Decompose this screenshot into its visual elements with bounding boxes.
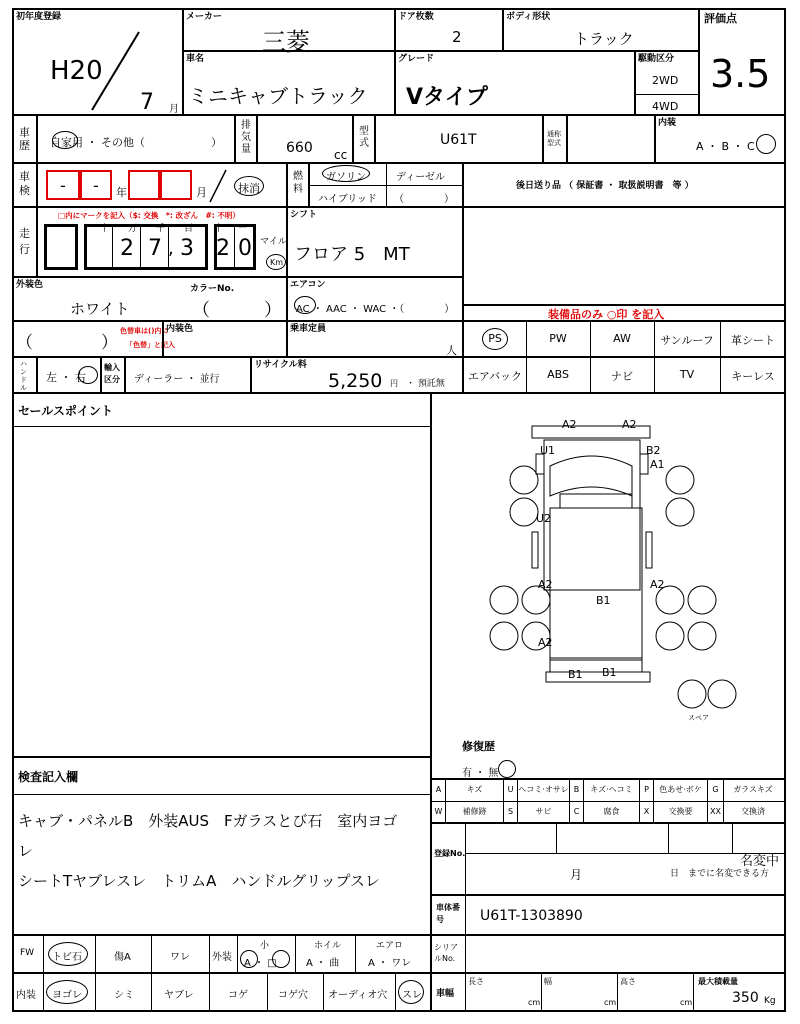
interior-item: オーディオ穴 <box>328 990 388 1001</box>
inspection-note-line: レ <box>18 842 34 860</box>
shift-label: シフト <box>290 210 318 220</box>
selected-mark <box>52 131 78 149</box>
legend-meaning: ガラスキズ <box>733 785 773 794</box>
mileage-label-cell <box>12 208 36 278</box>
capacity-unit: 人 <box>446 344 457 357</box>
handle-label-cell <box>12 358 36 394</box>
sales-point-cell <box>12 394 430 758</box>
chassis-cell <box>430 896 786 936</box>
interior-item: ヨゴレ <box>52 990 82 1001</box>
interior-row <box>12 974 430 1012</box>
drive-cell <box>634 50 698 116</box>
inspection-note-line: キャブ・パネルB 外装AUS Fガラスとび石 室内ヨゴ <box>18 812 398 830</box>
color-no-value: （ ） <box>192 300 282 321</box>
drive-2wd: 2WD <box>652 74 679 87</box>
inspection-label: 車検 <box>19 170 30 197</box>
model-cell <box>374 116 542 164</box>
selected-mark <box>78 366 98 384</box>
doors-value: 2 <box>452 28 462 46</box>
color-change-note: 「色替」と記入 <box>126 341 175 349</box>
selected-mark <box>46 980 88 1004</box>
capacity-cell <box>286 322 462 358</box>
drive-label: 駆動区分 <box>638 54 675 64</box>
height-label: 高さ <box>620 977 636 986</box>
exterior-size-value: A ・ □ <box>244 958 277 969</box>
damage-legend <box>430 780 786 824</box>
ac-cell <box>286 278 462 322</box>
spare-label: スペア <box>688 714 709 722</box>
displacement-cell <box>256 116 352 164</box>
interior-item: シミ <box>114 990 134 1001</box>
fw-label: FW <box>20 948 35 958</box>
drive-4wd: 4WD <box>652 100 679 113</box>
damage-label: B2 <box>646 444 661 457</box>
handle-cell <box>36 358 100 394</box>
equip-navi: ナビ <box>611 370 633 383</box>
import-value: ディーラー ・ 並行 <box>134 374 220 385</box>
selected-mark <box>48 942 88 966</box>
equip-airbag: エアバック <box>467 370 523 383</box>
length-label: 長さ <box>468 977 484 986</box>
ac-label: エアコン <box>290 280 326 290</box>
inspection-year-unit: 年 <box>116 186 127 199</box>
fuel-other: （ ） <box>394 194 454 205</box>
handle-value: 左 ・ 右 <box>46 371 86 384</box>
selected-mark <box>272 950 290 968</box>
inspection-notes-cell <box>12 758 430 936</box>
mileage-note: □内にマークを記入（$: 交換 *: 改ざん #: 不明） <box>58 211 240 220</box>
inspection-status: 抹消 <box>238 182 260 195</box>
slash-divider <box>84 30 144 112</box>
serial-label: シリアルNo. <box>434 943 458 963</box>
interior-grade-cell <box>654 116 786 164</box>
odometer-digit: 7 <box>148 236 162 261</box>
selected-mark <box>498 760 516 778</box>
maker-cell <box>182 8 394 56</box>
selected-mark <box>240 950 258 968</box>
selected-mark <box>756 134 776 154</box>
damage-label: B1 <box>596 594 611 607</box>
history-label: 車歴 <box>19 126 30 152</box>
grade-cell <box>394 50 634 116</box>
reg-month-unit: 月 <box>169 104 179 115</box>
color-change-cell <box>12 322 175 358</box>
displacement-value: 660 <box>286 140 313 156</box>
history-label-cell <box>12 116 36 164</box>
interior-item: コゲ穴 <box>278 990 308 1001</box>
fuel-label-cell <box>286 164 308 208</box>
damage-label: B1 <box>568 668 583 681</box>
interior-color-label: 内装色 <box>166 324 194 334</box>
wheel-label: ホイル <box>314 941 342 951</box>
displacement-unit: cc <box>334 148 348 162</box>
legend-code: X <box>640 802 654 823</box>
damage-label: A1 <box>650 458 665 471</box>
mile-unit: マイル <box>260 237 287 247</box>
damage-diagram-cell <box>430 394 786 780</box>
legend-meaning: 補修跡 <box>446 802 504 823</box>
interior-item: ヤブレ <box>164 990 194 1001</box>
registration-cell <box>430 824 786 896</box>
odometer-separator: , <box>168 238 174 259</box>
ac-options: AC ・ AAC ・ WAC ・（ ） <box>296 304 455 315</box>
equip-title: 装備品のみ ○印 を記入 <box>548 308 665 321</box>
history-cell <box>36 116 234 164</box>
mileage-cell <box>36 208 286 278</box>
damage-label: A2 <box>538 636 553 649</box>
model-label-cell <box>352 116 374 164</box>
inspection-label-cell <box>12 164 36 208</box>
equip-row-1 <box>462 322 786 358</box>
unit-10: 十 <box>214 224 224 234</box>
import-cell <box>124 358 250 394</box>
serial-cell <box>430 936 786 974</box>
recycle-cell <box>250 358 462 394</box>
km-unit: Km <box>270 258 284 267</box>
capacity-label: 乗車定員 <box>290 324 327 334</box>
body-value: トラック <box>574 30 634 48</box>
dimensions-cell <box>430 974 786 1012</box>
odometer-digit: 2 <box>120 236 134 261</box>
damage-label: A2 <box>650 578 665 591</box>
equip-keyless: キーレス <box>731 370 775 383</box>
legend-code: S <box>504 802 518 823</box>
exterior-color-value: ホワイト <box>70 300 130 318</box>
later-items: 後日送り品 （ 保証書 ・ 取扱説明書 等 ） <box>516 181 694 191</box>
exterior-size-label: 小 <box>260 941 270 951</box>
repair-history-value: 有 ・ 無 <box>462 768 499 779</box>
registration-no-label: 登録No. <box>434 849 466 858</box>
legend-code: G <box>708 780 724 801</box>
legend-meaning: 交換済 <box>741 807 765 816</box>
unit-1k: 千 <box>156 224 166 234</box>
mileage-label: 走行 <box>19 227 30 256</box>
exterior-color-cell <box>12 278 286 322</box>
damage-label: U1 <box>540 444 556 457</box>
width-label: 幅 <box>544 977 552 986</box>
car-name-cell <box>182 50 394 116</box>
handle-label: ハンドル <box>20 360 27 392</box>
equip-tv: TV <box>679 368 695 381</box>
max-load-value: 350 <box>732 990 759 1006</box>
interior-item: コゲ <box>228 990 248 1001</box>
damage-label: A2 <box>562 418 577 431</box>
inspection-cell: - - 年 月 抹消 <box>36 164 286 208</box>
fw-exterior-row <box>12 936 430 974</box>
interior-label: 内装 <box>16 990 36 1001</box>
damage-label: B1 <box>602 666 617 679</box>
common-model-cell <box>566 116 654 164</box>
car-name-value: ミニキャブトラック <box>188 84 368 108</box>
repair-history-label: 修復歴 <box>462 740 495 753</box>
maker-label: メーカー <box>186 12 222 22</box>
selected-mark <box>322 165 370 182</box>
history-value: 自家用 ・ その他（ ） <box>50 136 222 149</box>
fuel-diesel: ディーゼル <box>396 172 445 183</box>
car-name-label: 車名 <box>186 54 205 64</box>
equip-abs: ABS <box>547 368 569 381</box>
grade-label: グレード <box>398 54 435 64</box>
odometer-digit: 3 <box>180 236 194 261</box>
unit-10k: 万 <box>128 224 138 234</box>
legend-code: U <box>504 780 518 801</box>
dimensions-label: 車幅 <box>436 989 455 999</box>
era-year: H20 <box>50 56 103 86</box>
selected-mark <box>234 176 264 196</box>
equip-row-2 <box>462 358 786 394</box>
legend-meaning: 交換要 <box>654 802 708 823</box>
aero-value: A ・ ワレ <box>368 958 412 969</box>
legend-meaning: 腐食 <box>584 802 640 823</box>
recycle-deposit: ・ 預託無 <box>406 379 445 389</box>
inspection-month-unit: 月 <box>196 186 207 199</box>
damage-label: A2 <box>538 578 553 591</box>
chassis-label: 車体番号 <box>436 903 460 924</box>
truck-diagram <box>432 414 784 734</box>
first-registration-cell <box>12 8 182 116</box>
displacement-label-cell <box>234 116 256 164</box>
color-no-label: カラーNo. <box>190 284 235 294</box>
fuel-cell <box>308 164 462 208</box>
interior-label: 内装 <box>658 118 677 128</box>
color-change-note: 色替車は()内に <box>120 327 169 335</box>
exterior-label: 外装 <box>212 952 232 963</box>
legend-code: W <box>432 802 446 823</box>
max-load-label: 最大積載量 <box>698 977 738 986</box>
unit-100: 百 <box>184 224 194 234</box>
first-reg-label: 初年度登録 <box>16 12 62 22</box>
later-items-cell <box>462 164 786 208</box>
displacement-label: 排気量 <box>241 120 251 155</box>
damage-label: A2 <box>622 418 637 431</box>
registration-month: 月 <box>570 868 583 882</box>
interior-color-cell <box>162 322 286 358</box>
legend-code: A <box>432 780 446 801</box>
score-value: 3.5 <box>710 52 771 96</box>
score-cell <box>698 8 786 116</box>
score-label: 評価点 <box>704 12 737 25</box>
legend-meaning: 色あせ·ボケ <box>654 780 708 801</box>
doors-label: ドア枚数 <box>398 12 434 22</box>
inspection-note-line: シートTヤブレスレ トリムA ハンドルグリップスレ <box>18 872 380 890</box>
equip-pw: PW <box>549 332 567 345</box>
registration-deadline: 日 までに名変できる方 <box>670 869 770 879</box>
legend-meaning: キズ·ヘコミ <box>584 780 640 801</box>
equip-ps: PS <box>488 332 502 345</box>
equip-title-cell <box>462 306 786 322</box>
equip-aw: AW <box>613 332 631 345</box>
slash-divider <box>206 168 230 204</box>
selected-mark <box>266 254 286 270</box>
selected-mark <box>294 296 316 314</box>
import-label: 輸入区分 <box>104 363 120 384</box>
common-model-label: 通称型式 <box>547 130 561 147</box>
length-unit: cm <box>528 998 541 1007</box>
sales-point-label: セールスポイント <box>18 404 113 418</box>
shift-value: フロア 5 MT <box>294 244 410 265</box>
selected-mark <box>482 328 508 350</box>
shift-cell <box>286 208 462 278</box>
doors-cell <box>394 8 502 50</box>
digit-box <box>44 224 78 270</box>
fw-item: トビ石 <box>52 952 82 963</box>
recycle-label: リサイクル料 <box>254 360 307 370</box>
odometer-digit: 0 <box>238 236 252 261</box>
legend-code: XX <box>708 802 724 823</box>
interior-item: スレ <box>402 990 422 1001</box>
legend-meaning: サビ <box>518 802 570 823</box>
legend-code: B <box>570 780 584 801</box>
legend-meaning: ヘコミ·オサレ <box>518 780 570 801</box>
color-change-paren: （ ） <box>16 333 118 353</box>
interior-grades: A ・ B ・ C <box>696 140 755 153</box>
exterior-color-label: 外装色 <box>16 280 44 290</box>
recycle-unit: 円 <box>390 379 398 388</box>
fw-item: ワレ <box>170 952 190 963</box>
damage-label: U2 <box>536 512 552 525</box>
legend-meaning: キズ <box>446 780 504 801</box>
aero-label: エアロ <box>376 941 404 951</box>
odometer-digit: 2 <box>216 236 230 261</box>
max-load-unit: Kg <box>764 996 776 1006</box>
body-label: ボディ形状 <box>506 12 551 22</box>
import-label-cell <box>100 358 124 394</box>
fuel-label: 燃料 <box>293 171 303 195</box>
equip-sunroof: サンルーフ <box>660 334 714 347</box>
fuel-gasoline: ガソリン <box>326 172 366 183</box>
auction-sheet <box>12 8 786 1012</box>
chassis-number: U61T-1303890 <box>480 908 583 924</box>
reg-month: 7 <box>140 90 154 115</box>
model-label: 型式 <box>359 126 369 149</box>
unit-1: 一 <box>238 224 248 234</box>
fuel-hybrid: ハイブリッド <box>318 194 377 205</box>
legend-code: P <box>640 780 654 801</box>
height-unit: cm <box>680 998 693 1007</box>
body-cell <box>502 8 698 50</box>
legend-code: C <box>570 802 584 823</box>
later-items-area <box>462 208 786 306</box>
selected-mark <box>398 980 424 1004</box>
wheel-value: A ・ 曲 <box>306 958 340 969</box>
width-unit: cm <box>604 998 617 1007</box>
model-value: U61T <box>440 132 477 148</box>
unit-100k: 十 <box>100 224 110 234</box>
common-model-label-cell <box>542 116 566 164</box>
fw-item: 傷A <box>114 952 131 963</box>
maker-value: 三菱 <box>262 28 310 56</box>
recycle-value: 5,250 <box>328 370 383 392</box>
equip-leather: 革シート <box>731 334 775 347</box>
grade-value: Vタイプ <box>406 85 488 110</box>
inspection-notes-label: 検査記入欄 <box>18 770 79 784</box>
name-change-label: 名変中 <box>740 854 780 869</box>
